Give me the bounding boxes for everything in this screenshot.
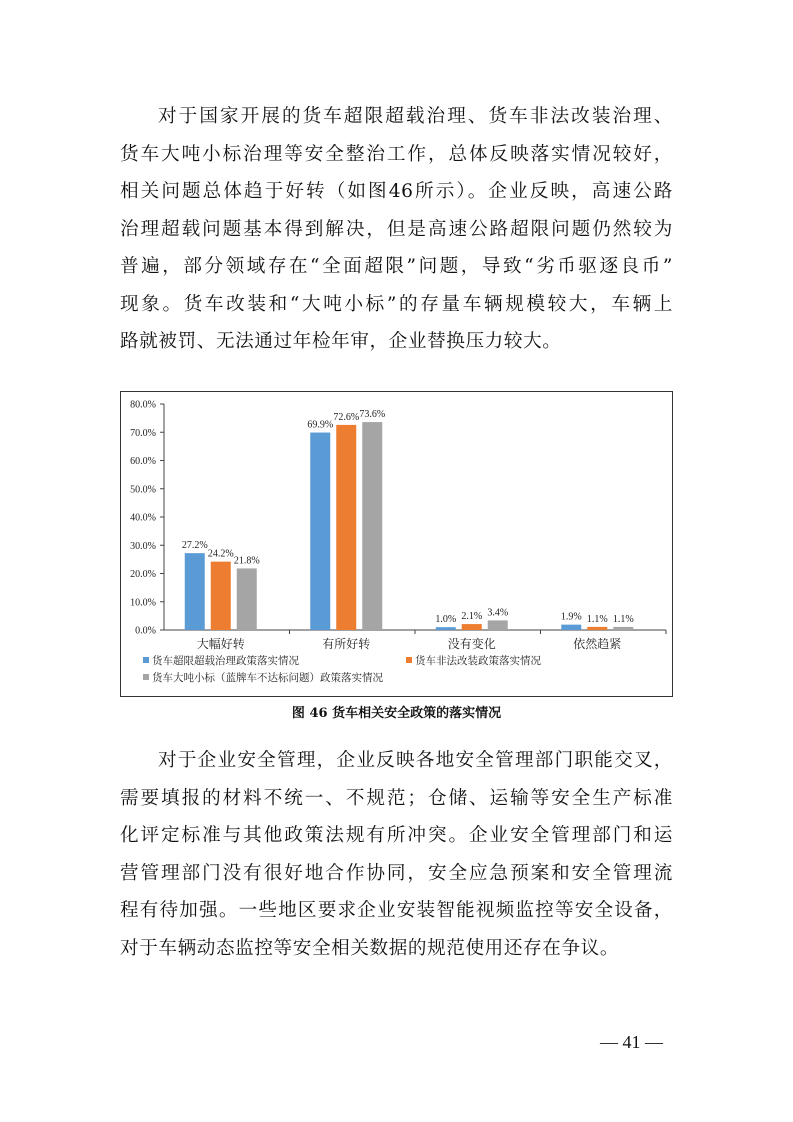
text-line: 对于车辆动态监控等安全相关数据的规范使用还存在争议。 xyxy=(120,937,620,959)
y-tick-label: 0.0% xyxy=(135,625,156,637)
legend-swatch-2 xyxy=(143,674,149,680)
bar-2-1 xyxy=(362,422,382,630)
data-label: 2.1% xyxy=(461,611,483,623)
text-line: 对于企业安全管理，企业反映各地安全管理部门职能交叉， xyxy=(158,750,673,771)
bar-2-0 xyxy=(237,568,257,630)
y-tick-label: 80.0% xyxy=(130,399,156,411)
bar-0-1 xyxy=(310,433,330,630)
text-line: 相关问题总体趋于好转（如图46所示）。企业反映，高速公路 xyxy=(120,181,673,202)
bar-1-1 xyxy=(336,425,356,630)
bar-2-3 xyxy=(613,627,633,630)
figure-46-chart xyxy=(120,391,673,697)
text-line: 普遍，部分领域存在“全面超限”问题，导致“劣币驱逐良币” xyxy=(120,256,673,277)
bar-chart xyxy=(121,392,672,696)
data-label: 73.6% xyxy=(359,409,386,421)
text-line: 治理超载问题基本得到解决，但是高速公路超限问题仍然较为 xyxy=(120,218,673,240)
paragraph-2 xyxy=(120,742,673,967)
figure-caption: 图 46 货车相关安全政策的落实情况 xyxy=(291,706,502,721)
bar-0-0 xyxy=(185,553,205,630)
y-tick-label: 20.0% xyxy=(130,569,156,580)
legend-swatch-0 xyxy=(143,657,149,663)
data-label: 1.0% xyxy=(435,614,457,626)
y-tick-label: 10.0% xyxy=(130,597,156,609)
legend-swatch-1 xyxy=(406,657,412,663)
text-line: 需要填报的材料不统一、不规范；仓储、运输等安全生产标准 xyxy=(120,787,673,809)
data-label: 72.6% xyxy=(333,411,360,423)
y-tick-label: 60.0% xyxy=(130,456,156,467)
data-label: 69.9% xyxy=(307,419,334,431)
x-tick-label: 大幅好转 xyxy=(196,637,245,651)
data-label: 21.8% xyxy=(233,555,260,567)
text-line: 营管理部门没有很好地合作协同，安全应急预案和安全管理流 xyxy=(120,862,673,884)
data-label: 1.1% xyxy=(586,613,608,625)
y-tick-label: 30.0% xyxy=(130,540,156,552)
text-line: 化评定标准与其他政策法规有所冲突。企业安全管理部门和运 xyxy=(120,825,673,846)
legend-label-0: 货车超限超载治理政策落实情况 xyxy=(152,656,299,667)
x-tick-label: 依然趋紧 xyxy=(573,637,622,651)
data-label: 24.2% xyxy=(207,548,234,560)
bar-0-3 xyxy=(561,625,581,630)
text-line: 对于国家开展的货车超限超载治理、货车非法改装治理、 xyxy=(158,106,673,127)
text-line: 货车大吨小标治理等安全整治工作，总体反映落实情况较好， xyxy=(120,143,673,165)
text-line: 路就被罚、无法通过年检年审，企业替换压力较大。 xyxy=(120,331,562,352)
data-label: 3.4% xyxy=(487,607,509,619)
data-label: 1.9% xyxy=(560,611,582,623)
bar-2-2 xyxy=(488,620,508,630)
page-number: — 41 — xyxy=(600,1032,663,1052)
bar-1-2 xyxy=(462,624,482,630)
y-tick-label: 50.0% xyxy=(130,484,156,496)
data-label: 27.2% xyxy=(181,540,208,552)
data-label: 1.1% xyxy=(612,613,634,625)
legend-label-1: 货车非法改装政策落实情况 xyxy=(415,656,541,667)
bar-1-0 xyxy=(211,562,231,630)
text-line: 程有待加强。一些地区要求企业安装智能视频监控等安全设备， xyxy=(120,900,673,921)
text-line: 现象。货车改装和“大吨小标”的存量车辆规模较大，车辆上 xyxy=(120,293,673,315)
bar-0-2 xyxy=(436,627,456,630)
y-tick-label: 70.0% xyxy=(130,427,156,439)
y-tick-label: 40.0% xyxy=(130,512,156,524)
x-tick-label: 没有变化 xyxy=(447,637,496,651)
paragraph-1 xyxy=(120,98,673,361)
legend-label-2: 货车大吨小标（蓝牌车不达标问题）政策落实情况 xyxy=(152,673,383,684)
bar-1-3 xyxy=(587,627,607,630)
x-tick-label: 有所好转 xyxy=(322,637,371,651)
